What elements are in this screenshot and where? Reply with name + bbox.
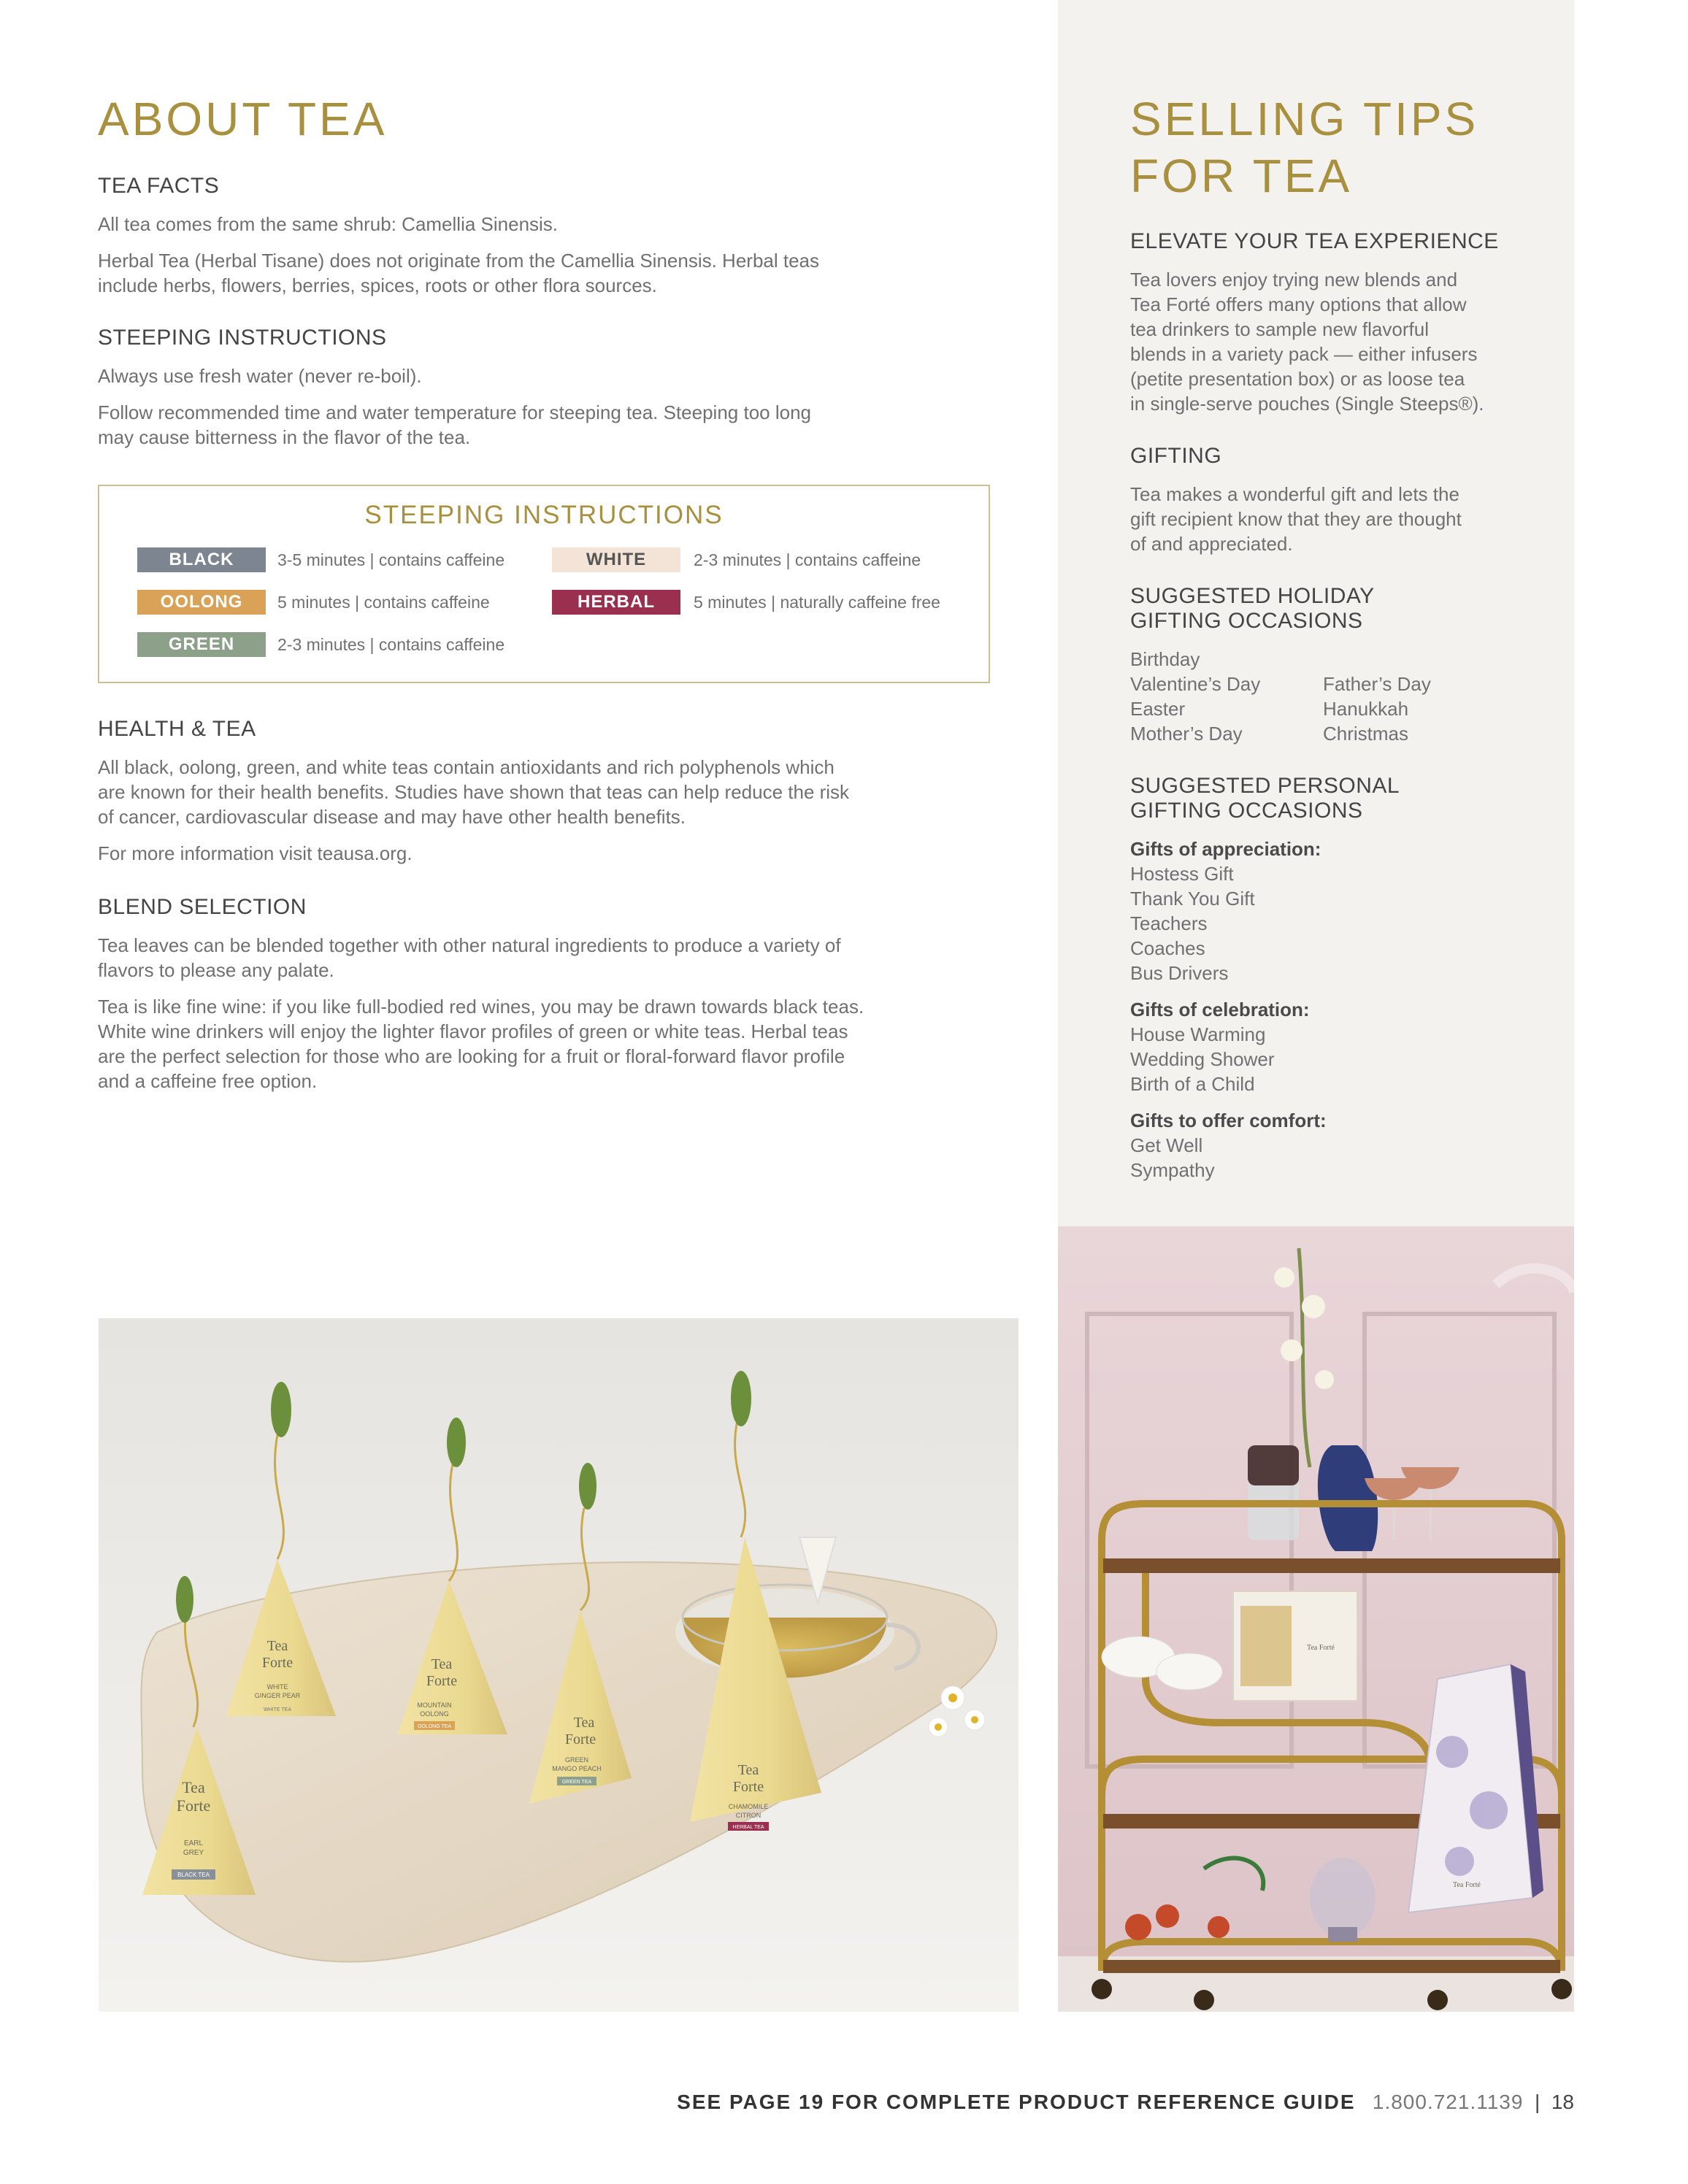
steep-desc-green: 2-3 minutes | contains caffeine <box>277 635 505 654</box>
gifting-text <box>1130 482 1462 556</box>
page-number: 18 <box>1551 2091 1574 2113</box>
pyramid-tag: BLACK TEA <box>177 1872 210 1878</box>
pyramid-brand: Forte <box>176 1796 211 1815</box>
appreciation-item: Teachers <box>1130 912 1208 934</box>
tea-facts-heading: TEA FACTS <box>98 174 220 198</box>
gifting-line: Tea makes a wonderful gift and lets the <box>1130 483 1459 505</box>
holiday-item: Valentine’s Day <box>1130 673 1261 695</box>
steep-desc-black: 3-5 minutes | contains caffeine <box>277 550 505 569</box>
pyramid-brand: Tea <box>737 1762 759 1778</box>
gifting-line: gift recipient know that they are thought <box>1130 508 1462 530</box>
selling-title-l1: SELLING TIPS <box>1130 93 1479 145</box>
health-heading: HEALTH & TEA <box>98 717 256 741</box>
health-p1-l2: are known for their health benefits. Studies have shown that teas can help reduce the risk <box>98 781 850 803</box>
steep-desc-oolong: 5 minutes | contains caffeine <box>277 593 490 612</box>
elevate-text <box>1130 267 1484 416</box>
personal-appreciation <box>1130 837 1321 985</box>
steeping-p2-l2: may cause bitterness in the flavor of the tea. <box>98 426 471 448</box>
personal-heading-l1: SUGGESTED PERSONAL <box>1130 774 1400 798</box>
pyramid-brand: Forte <box>426 1673 458 1689</box>
comfort-item: Sympathy <box>1130 1159 1215 1181</box>
steep-desc-herbal: 5 minutes | naturally caffeine free <box>694 593 940 612</box>
pyramid-name: EARL <box>183 1839 204 1847</box>
badge-green: GREEN <box>137 632 266 657</box>
badge-white: WHITE <box>552 547 680 572</box>
pyramid-name: CHAMOMILE <box>728 1803 769 1810</box>
holiday-item: Easter <box>1130 698 1186 720</box>
page-footer <box>677 2091 1574 2114</box>
holiday-item: Mother’s Day <box>1130 723 1243 745</box>
pyramid-name: MOUNTAIN <box>417 1702 452 1709</box>
personal-heading-l2: GIFTING OCCASIONS <box>1130 799 1363 823</box>
celebration-item: Wedding Shower <box>1130 1048 1275 1070</box>
tea-facts-p1: All tea comes from the same shrub: Camellia Sinensis. <box>98 213 559 235</box>
gifting-heading: GIFTING <box>1130 444 1222 468</box>
holiday-list-col1 <box>1130 647 1260 746</box>
badge-herbal: HERBAL <box>552 590 680 615</box>
appreciation-item: Bus Drivers <box>1130 962 1229 984</box>
blend-p1-l1: Tea leaves can be blended together with other natural ingredients to produce a variety of <box>98 934 841 956</box>
blend-p2-l3: are the perfect selection for those who are looking for a fruit or floral-forward flavor profile <box>98 1045 845 1067</box>
steeping-instructions-box <box>98 485 990 683</box>
footer-separator: | <box>1535 2091 1541 2113</box>
pyramid-name: GINGER PEAR <box>254 1692 301 1699</box>
personal-celebration <box>1130 997 1310 1096</box>
comfort-label: Gifts to offer comfort: <box>1130 1110 1327 1131</box>
pyramid-brand: Forte <box>564 1731 596 1747</box>
elevate-heading: ELEVATE YOUR TEA EXPERIENCE <box>1130 229 1499 253</box>
celebration-item: House Warming <box>1130 1023 1266 1045</box>
tea-box-label: Tea Forté <box>1307 1644 1335 1652</box>
pyramid-tag: HERBAL TEA <box>732 1825 764 1830</box>
elevate-line: in single-serve pouches (Single Steeps®). <box>1130 393 1484 415</box>
pyramid-name: MANGO PEACH <box>552 1765 602 1772</box>
elevate-line: (petite presentation box) or as loose tea <box>1130 368 1465 390</box>
blend-p1-l2: flavors to please any palate. <box>98 959 334 981</box>
pyramid-brand: Forte <box>261 1655 294 1671</box>
pyramid-brand: Tea <box>182 1778 205 1796</box>
footer-cta: SEE PAGE 19 FOR COMPLETE PRODUCT REFERENCE GUIDE <box>677 2091 1356 2113</box>
pyramid-brand: Tea <box>266 1638 288 1654</box>
pyramid-name: GREEN <box>564 1756 589 1764</box>
health-p1-l3: of cancer, cardiovascular disease and may have other health benefits. <box>98 806 686 828</box>
pyramid-brand: Forte <box>732 1779 764 1795</box>
blend-p2-l2: White wine drinkers will enjoy the lighter flavor profiles of green or white teas. Herbal teas <box>98 1020 848 1042</box>
appreciation-item: Coaches <box>1130 937 1205 959</box>
holiday-heading-l1: SUGGESTED HOLIDAY <box>1130 584 1375 608</box>
health-p2: For more information visit teausa.org. <box>98 842 413 864</box>
pyramid-name: WHITE <box>266 1683 288 1691</box>
health-p1-l1: All black, oolong, green, and white teas contain antioxidants and rich polyphenols which <box>98 756 835 778</box>
holiday-heading-l2: GIFTING OCCASIONS <box>1130 609 1363 633</box>
comfort-item: Get Well <box>1130 1134 1203 1156</box>
tea-pyramids-photo <box>99 1318 1018 2012</box>
pyramid-name: CITRON <box>735 1812 761 1819</box>
holiday-item: Birthday <box>1130 648 1200 670</box>
pyramid-tag: OOLONG TEA <box>417 1724 452 1729</box>
steep-desc-white: 2-3 minutes | contains caffeine <box>694 550 921 569</box>
appreciation-label: Gifts of appreciation: <box>1130 838 1321 860</box>
pyramid-brand: Tea <box>573 1715 595 1731</box>
badge-black: BLACK <box>137 547 266 572</box>
tea-facts-p2-l1: Herbal Tea (Herbal Tisane) does not originate from the Camellia Sinensis. Herbal teas <box>98 250 820 272</box>
elevate-line: Tea Forté offers many options that allow <box>1130 293 1467 315</box>
page-title: ABOUT TEA <box>98 93 388 145</box>
gifting-line: of and appreciated. <box>1130 533 1293 555</box>
elevate-line: blends in a variety pack — either infusers <box>1130 343 1478 365</box>
celebration-item: Birth of a Child <box>1130 1073 1255 1095</box>
footer-phone: 1.800.721.1139 <box>1372 2091 1524 2113</box>
bar-cart-photo <box>1058 1226 1574 2012</box>
holiday-list-col2 <box>1323 672 1431 746</box>
holiday-item: Hanukkah <box>1323 698 1409 720</box>
holiday-item: Christmas <box>1323 723 1409 745</box>
personal-comfort <box>1130 1108 1327 1183</box>
elevate-line: Tea lovers enjoy trying new blends and <box>1130 269 1458 291</box>
blend-p2-l1: Tea is like fine wine: if you like full-bodied red wines, you may be drawn towards black teas. <box>98 996 864 1018</box>
steeping-p2-l1: Follow recommended time and water temperature for steeping tea. Steeping too long <box>98 401 811 423</box>
pyramid-name: GREY <box>183 1849 204 1857</box>
appreciation-item: Hostess Gift <box>1130 863 1234 885</box>
elevate-line: tea drinkers to sample new flavorful <box>1130 318 1429 340</box>
pyramid-name: OOLONG <box>420 1710 449 1718</box>
holiday-item: Father’s Day <box>1323 673 1431 695</box>
steeping-heading: STEEPING INSTRUCTIONS <box>98 326 387 350</box>
tea-pyramids-illustration <box>99 1318 1018 2012</box>
selling-title-l2: FOR TEA <box>1130 150 1353 202</box>
blend-p2-l4: and a caffeine free option. <box>98 1070 318 1092</box>
badge-oolong: OOLONG <box>137 590 266 615</box>
bar-cart-illustration <box>1058 1226 1574 2012</box>
steeping-box-title: STEEPING INSTRUCTIONS <box>364 501 724 529</box>
tea-facts-p2-l2: include herbs, flowers, berries, spices, roots or other flora sources. <box>98 274 657 296</box>
celebration-label: Gifts of celebration: <box>1130 999 1310 1020</box>
pyramid-tag: WHITE TEA <box>264 1707 291 1712</box>
tall-box-label: Tea Forté <box>1453 1881 1481 1889</box>
pyramid-brand: Tea <box>431 1656 453 1672</box>
appreciation-item: Thank You Gift <box>1130 888 1255 910</box>
blend-heading: BLEND SELECTION <box>98 895 307 919</box>
pyramid-tag: GREEN TEA <box>561 1780 592 1785</box>
steeping-p1: Always use fresh water (never re-boil). <box>98 365 422 387</box>
